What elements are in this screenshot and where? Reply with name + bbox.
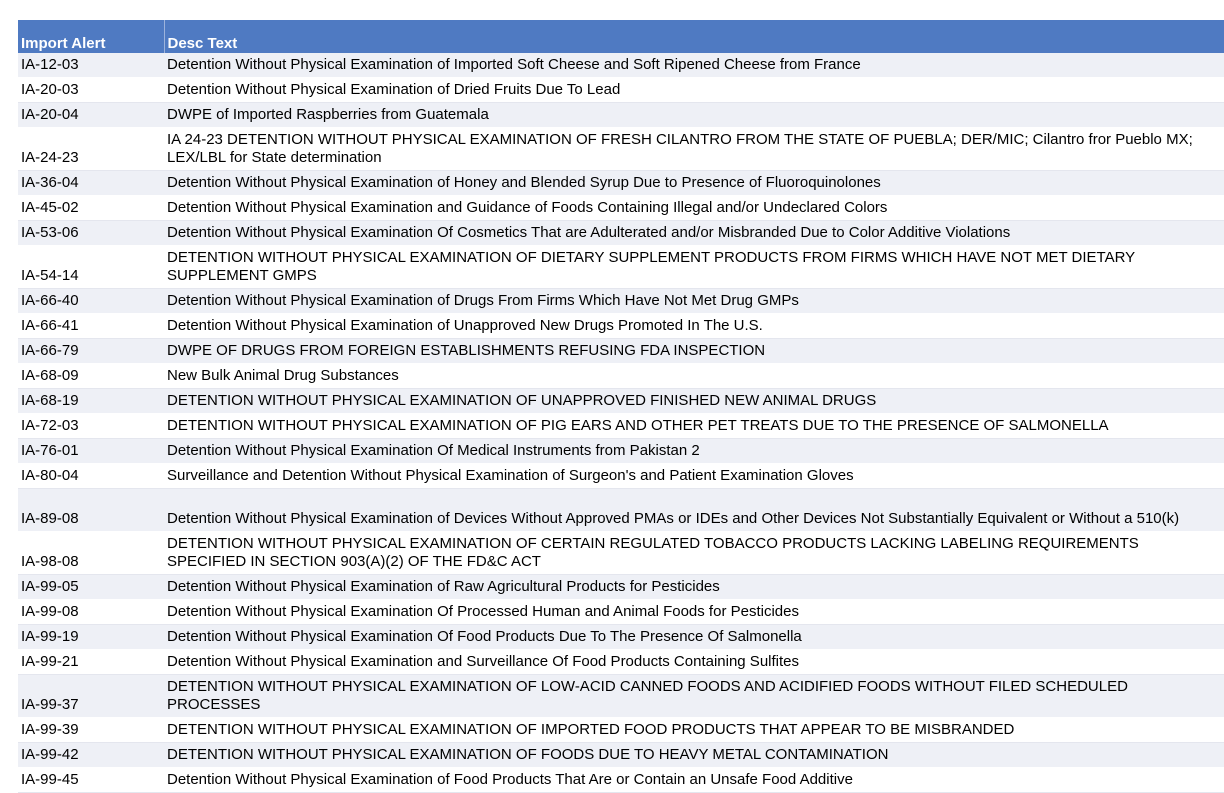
import-alert-cell[interactable]: IA-54-14 xyxy=(18,246,164,289)
desc-text-cell[interactable]: Detention Without Physical Examination of Unapproved New Drugs Promoted In The U.S. xyxy=(164,314,1224,339)
import-alert-cell[interactable]: IA-66-40 xyxy=(18,289,164,314)
desc-text-cell[interactable]: Detention Without Physical Examination of Imported Soft Cheese and Soft Ripened Cheese from France xyxy=(164,53,1224,78)
import-alert-cell[interactable]: IA-99-37 xyxy=(18,675,164,718)
import-alert-cell[interactable]: IA-99-21 xyxy=(18,650,164,675)
import-alert-cell[interactable]: IA-99-42 xyxy=(18,743,164,768)
desc-text-cell[interactable]: DWPE of Imported Raspberries from Guatemala xyxy=(164,103,1224,128)
import-alert-cell[interactable]: IA-20-04 xyxy=(18,103,164,128)
import-alert-cell[interactable]: IA-99-45 xyxy=(18,768,164,793)
header-row xyxy=(18,20,1224,53)
table-row[interactable] xyxy=(18,246,1224,289)
table-body xyxy=(18,53,1224,793)
desc-text-cell[interactable]: Detention Without Physical Examination of Drugs From Firms Which Have Not Met Drug GMPs xyxy=(164,289,1224,314)
import-alert-cell[interactable]: IA-12-03 xyxy=(18,53,164,78)
table-row[interactable] xyxy=(18,650,1224,675)
table-row[interactable] xyxy=(18,768,1224,793)
desc-text-cell[interactable]: DETENTION WITHOUT PHYSICAL EXAMINATION OF LOW-ACID CANNED FOODS AND ACIDIFIED FOODS WITHOUT FILED SCHEDULED PROCESSES xyxy=(164,675,1224,718)
table-row[interactable] xyxy=(18,53,1224,78)
table-row[interactable] xyxy=(18,675,1224,718)
import-alert-cell[interactable]: IA-89-08 xyxy=(18,489,164,532)
table-row[interactable] xyxy=(18,743,1224,768)
import-alert-cell[interactable]: IA-99-39 xyxy=(18,718,164,743)
import-alert-cell[interactable]: IA-98-08 xyxy=(18,532,164,575)
import-alert-cell[interactable]: IA-99-08 xyxy=(18,600,164,625)
import-alert-cell[interactable]: IA-53-06 xyxy=(18,221,164,246)
desc-text-cell[interactable]: Detention Without Physical Examination of Raw Agricultural Products for Pesticides xyxy=(164,575,1224,600)
import-alert-cell[interactable]: IA-24-23 xyxy=(18,128,164,171)
table-row[interactable] xyxy=(18,489,1224,532)
import-alert-cell[interactable]: IA-99-05 xyxy=(18,575,164,600)
desc-text-cell[interactable]: Detention Without Physical Examination and Guidance of Foods Containing Illegal and/or Undeclared Colors xyxy=(164,196,1224,221)
import-alert-cell[interactable]: IA-99-19 xyxy=(18,625,164,650)
import-alert-cell[interactable]: IA-68-09 xyxy=(18,364,164,389)
table-row[interactable] xyxy=(18,389,1224,414)
desc-text-cell[interactable]: DETENTION WITHOUT PHYSICAL EXAMINATION OF FOODS DUE TO HEAVY METAL CONTAMINATION xyxy=(164,743,1224,768)
desc-text-cell[interactable]: DETENTION WITHOUT PHYSICAL EXAMINATION OF UNAPPROVED FINISHED NEW ANIMAL DRUGS xyxy=(164,389,1224,414)
table-row[interactable] xyxy=(18,575,1224,600)
desc-text-cell[interactable]: DETENTION WITHOUT PHYSICAL EXAMINATION OF IMPORTED FOOD PRODUCTS THAT APPEAR TO BE MISBRANDED xyxy=(164,718,1224,743)
column-header-desc-text[interactable]: Desc Text xyxy=(164,20,1224,53)
desc-text-cell[interactable]: Surveillance and Detention Without Physical Examination of Surgeon's and Patient Examination Gloves xyxy=(164,464,1224,489)
table-row[interactable] xyxy=(18,171,1224,196)
desc-text-cell[interactable]: DETENTION WITHOUT PHYSICAL EXAMINATION OF CERTAIN REGULATED TOBACCO PRODUCTS LACKING LABELING REQUIREMENTS SPECIFIED IN SECTION 903(A)(2) OF THE FD&C ACT xyxy=(164,532,1224,575)
table-row[interactable] xyxy=(18,464,1224,489)
desc-text-cell[interactable]: Detention Without Physical Examination Of Cosmetics That are Adulterated and/or Misbranded Due to Color Additive Violations xyxy=(164,221,1224,246)
desc-text-cell[interactable]: Detention Without Physical Examination Of Processed Human and Animal Foods for Pesticides xyxy=(164,600,1224,625)
import-alert-cell[interactable]: IA-66-79 xyxy=(18,339,164,364)
table-row[interactable] xyxy=(18,625,1224,650)
table-row[interactable] xyxy=(18,289,1224,314)
table-row[interactable] xyxy=(18,78,1224,103)
desc-text-cell[interactable]: New Bulk Animal Drug Substances xyxy=(164,364,1224,389)
import-alert-cell[interactable]: IA-45-02 xyxy=(18,196,164,221)
desc-text-cell[interactable]: Detention Without Physical Examination of Dried Fruits Due To Lead xyxy=(164,78,1224,103)
table-row[interactable] xyxy=(18,718,1224,743)
import-alert-cell[interactable]: IA-68-19 xyxy=(18,389,164,414)
table-row[interactable] xyxy=(18,339,1224,364)
import-alert-cell[interactable]: IA-76-01 xyxy=(18,439,164,464)
desc-text-cell[interactable]: DETENTION WITHOUT PHYSICAL EXAMINATION OF PIG EARS AND OTHER PET TREATS DUE TO THE PRESENCE OF SALMONELLA xyxy=(164,414,1224,439)
desc-text-cell[interactable]: DWPE OF DRUGS FROM FOREIGN ESTABLISHMENTS REFUSING FDA INSPECTION xyxy=(164,339,1224,364)
table-row[interactable] xyxy=(18,314,1224,339)
table-row[interactable] xyxy=(18,196,1224,221)
import-alert-cell[interactable]: IA-20-03 xyxy=(18,78,164,103)
import-alert-table xyxy=(18,20,1224,793)
import-alert-cell[interactable]: IA-36-04 xyxy=(18,171,164,196)
desc-text-cell[interactable]: Detention Without Physical Examination of Honey and Blended Syrup Due to Presence of Fluoroquinolones xyxy=(164,171,1224,196)
import-alert-cell[interactable]: IA-80-04 xyxy=(18,464,164,489)
import-alert-cell[interactable]: IA-66-41 xyxy=(18,314,164,339)
desc-text-cell[interactable]: Detention Without Physical Examination of Food Products That Are or Contain an Unsafe Food Additive xyxy=(164,768,1224,793)
desc-text-cell[interactable]: DETENTION WITHOUT PHYSICAL EXAMINATION OF DIETARY SUPPLEMENT PRODUCTS FROM FIRMS WHICH HAVE NOT MET DIETARY SUPPLEMENT GMPS xyxy=(164,246,1224,289)
table-row[interactable] xyxy=(18,221,1224,246)
table-row[interactable] xyxy=(18,532,1224,575)
table-row[interactable] xyxy=(18,414,1224,439)
desc-text-cell[interactable]: Detention Without Physical Examination Of Food Products Due To The Presence Of Salmonella xyxy=(164,625,1224,650)
desc-text-cell[interactable]: Detention Without Physical Examination of Devices Without Approved PMAs or IDEs and Other Devices Not Substantially Equivalent or Without a 510(k) xyxy=(164,489,1224,532)
table-row[interactable] xyxy=(18,600,1224,625)
table-row[interactable] xyxy=(18,439,1224,464)
import-alert-cell[interactable]: IA-72-03 xyxy=(18,414,164,439)
column-header-import-alert[interactable]: Import Alert xyxy=(18,20,164,53)
table-row[interactable] xyxy=(18,128,1224,171)
desc-text-cell[interactable]: Detention Without Physical Examination Of Medical Instruments from Pakistan 2 xyxy=(164,439,1224,464)
table-row[interactable] xyxy=(18,364,1224,389)
desc-text-cell[interactable]: IA 24-23 DETENTION WITHOUT PHYSICAL EXAMINATION OF FRESH CILANTRO FROM THE STATE OF PUEBLA; DER/MIC; Cilantro fror Pueblo MX; LEX/LBL for State determination xyxy=(164,128,1224,171)
table-row[interactable] xyxy=(18,103,1224,128)
desc-text-cell[interactable]: Detention Without Physical Examination and Surveillance Of Food Products Containing Sulfites xyxy=(164,650,1224,675)
